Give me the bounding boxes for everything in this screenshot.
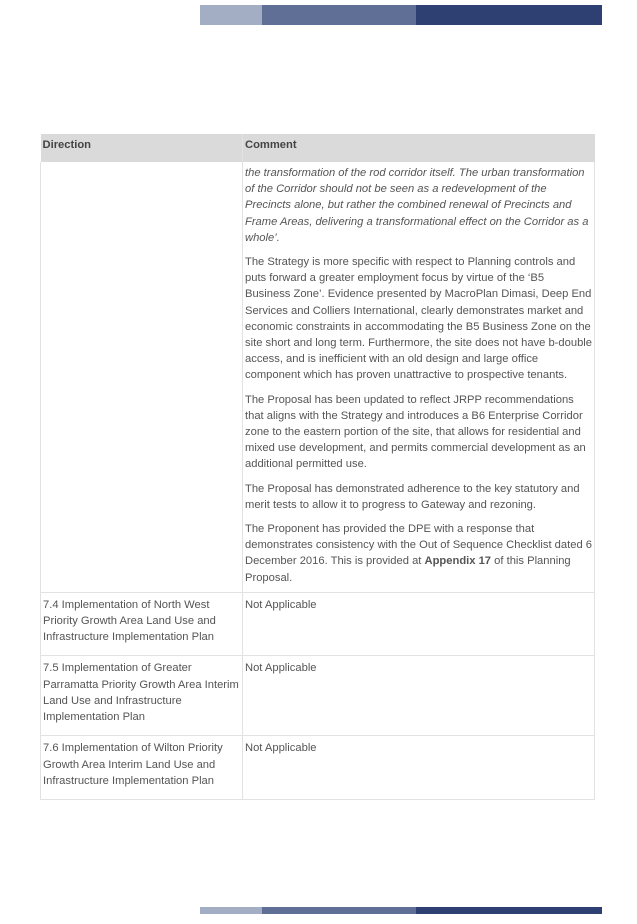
bar-segment-mid: [262, 907, 416, 914]
comment-paragraph: The Proposal has been updated to reflect JRPP recommendations that aligns with the Strategy and introduces a B6 Enterprise Corridor zone to the eastern portion of the site, that allows for residential and mixed use development, and permits commercial development as an additional permitted use.: [245, 393, 586, 471]
table-header-row: [41, 134, 595, 162]
comment-cell: Not Applicable: [243, 592, 595, 656]
footer-decorative-bar: [200, 907, 602, 914]
comment-text: of this Planning Proposal.: [245, 555, 571, 584]
comment-cell: Not Applicable: [243, 736, 595, 800]
table-row: [41, 656, 595, 736]
appendix-reference: Appendix 17: [424, 555, 492, 568]
direction-cell: 7.6 Implementation of Wilton Priority Growth Area Interim Land Use and Infrastructure Implementation Plan: [41, 736, 243, 800]
comment-paragraph: [245, 521, 592, 586]
bar-segment-dark: [416, 907, 602, 914]
table-row: [41, 592, 595, 656]
directions-table: [40, 134, 595, 800]
bar-segment-light: [200, 907, 262, 914]
comment-text: The Proponent has provided the DPE with a response that demonstrates consistency with the Out of Sequence Checklist dated 6 December 2016. This is provided at: [245, 523, 593, 568]
bar-segment-mid: [262, 5, 416, 25]
table-row: [41, 162, 595, 592]
table-row: [41, 736, 595, 800]
direction-cell: 7.4 Implementation of North West Priority Growth Area Land Use and Infrastructure Implementation Plan: [41, 592, 243, 656]
bar-segment-dark: [416, 5, 602, 25]
comment-paragraph: The Proposal has demonstrated adherence to the key statutory and merit tests to allow it to progress to Gateway and rezoning.: [245, 482, 580, 511]
header-direction: Direction: [41, 134, 243, 162]
header-decorative-bar: [200, 5, 602, 25]
comment-cell: Not Applicable: [243, 656, 595, 736]
direction-cell: 7.5 Implementation of Greater Parramatta Priority Growth Area Interim Land Use and Infrastructure Implementation Plan: [41, 656, 243, 736]
direction-cell: [41, 162, 243, 592]
comment-cell: [243, 162, 595, 592]
quote-paragraph: the transformation of the rod corridor itself. The urban transformation of the Corridor should not be seen as a redevelopment of the Precincts alone, but rather the combined renewal of Precincts and Frame Areas, delivering a transformational effect on the Corridor as a whole’.: [245, 167, 589, 244]
header-comment: Comment: [243, 134, 595, 162]
comment-paragraph: The Strategy is more specific with respect to Planning controls and puts forward a greater employment focus by virtue of the ‘B5 Business Zone’. Evidence presented by MacroPlan Dimasi, Deep End Services and Colliers International, clearly demonstrates market and economic constraints in accommodating the B5 Business Zone on the site short and long term. Furthermore, the site does not have b-double access, and is inefficient with an old design and large office component which has proven unattractive to prospective tenants.: [245, 256, 593, 382]
bar-segment-light: [200, 5, 262, 25]
